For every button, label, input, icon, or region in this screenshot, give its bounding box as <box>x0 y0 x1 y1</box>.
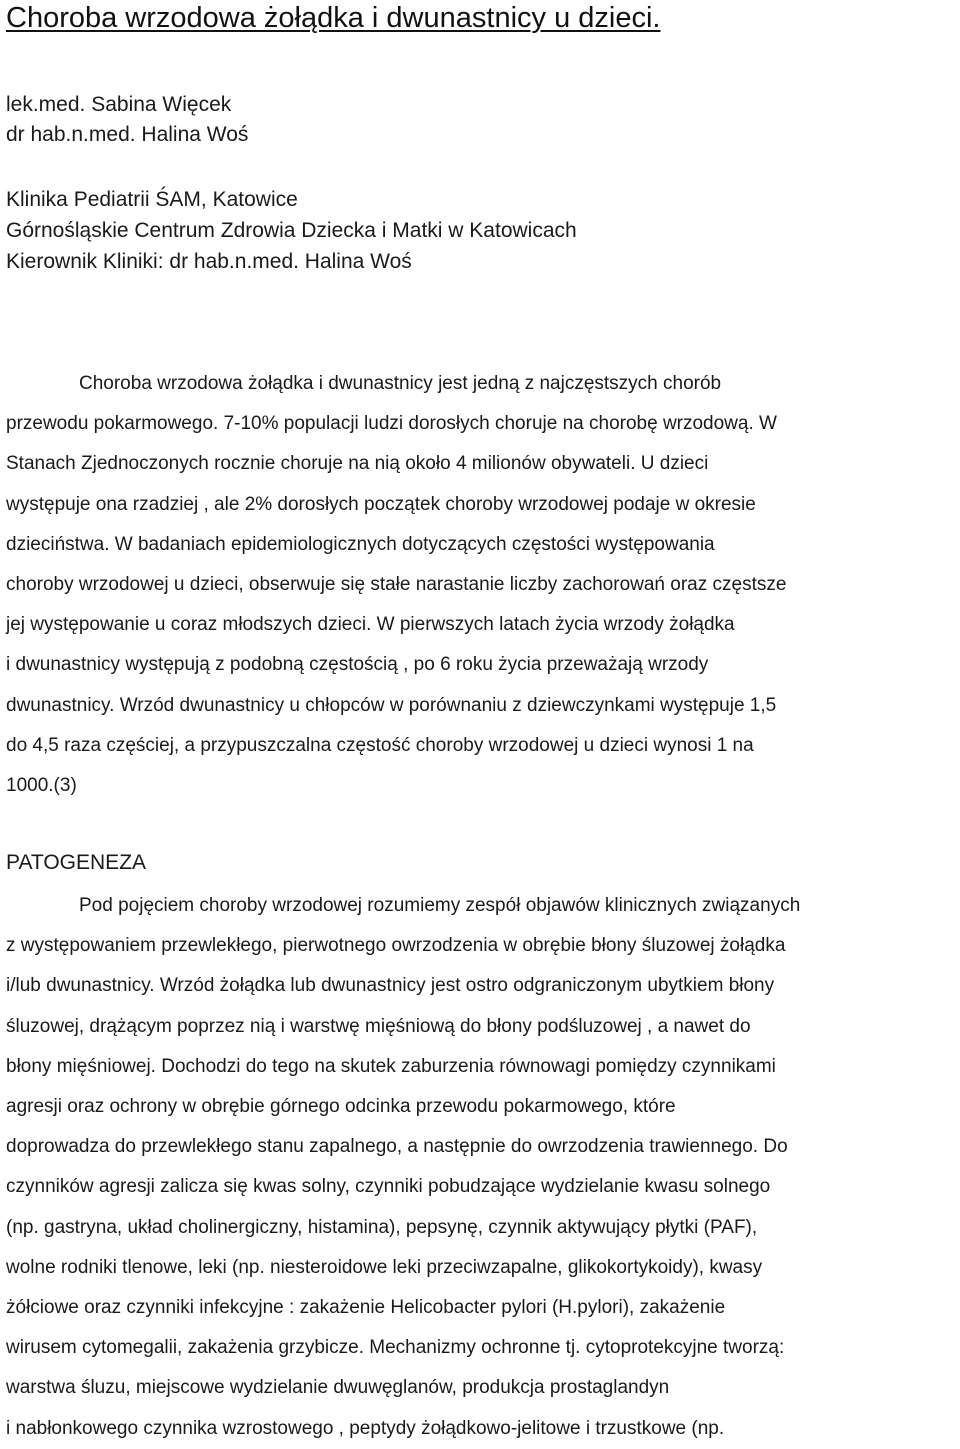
section-heading: PATOGENEZA <box>6 851 147 874</box>
paragraph-line: i dwunastnicy występują z podobną częstością , po 6 roku życia przeważają wrzody <box>6 654 709 676</box>
paragraph-line: przewodu pokarmowego. 7-10% populacji ludzi dorosłych choruje na chorobę wrzodową. W <box>6 413 777 435</box>
paragraph-line: i/lub dwunastnicy. Wrzód żołądka lub dwunastnicy jest ostro odgraniczonym ubytkiem błony <box>6 975 775 997</box>
paragraph-line: jej występowanie u coraz młodszych dzieci. W pierwszych latach życia wrzody żołądka <box>6 614 735 636</box>
document-page <box>6 0 956 1439</box>
affiliation-block <box>6 184 956 277</box>
paragraph-line: Pod pojęciem choroby wrzodowej rozumiemy zespół objawów klinicznych związanych <box>79 895 801 916</box>
paragraph-line: agresji oraz ochrony w obrębie górnego odcinka przewodu pokarmowego, które <box>6 1096 676 1118</box>
paragraph-line: z występowaniem przewlekłego, pierwotnego owrzodzenia w obrębie błony śluzowej żołądka <box>6 935 786 957</box>
paragraph-line: Choroba wrzodowa żołądka i dwunastnicy jest jedną z najczęstszych chorób <box>79 373 722 394</box>
paragraph-line: 1000.(3) <box>6 775 77 797</box>
paragraph-line: wolne rodniki tlenowe, leki (np. niesteroidowe leki przeciwzapalne, glikokortykoidy), kwasy <box>6 1256 763 1278</box>
document-title: Choroba wrzodowa żołądka i dwunastnicy u dzieci. <box>6 2 661 34</box>
author-line: dr hab.n.med. Halina Woś <box>6 123 249 146</box>
affiliation-line: Kierownik Kliniki: dr hab.n.med. Halina Woś <box>6 250 412 273</box>
paragraph-line: i nabłonkowego czynnika wzrostowego , peptydy żołądkowo-jelitowe i trzustkowe (np. <box>6 1417 725 1439</box>
paragraph-line: Stanach Zjednoczonych rocznie choruje na nią około 4 milionów obywateli. U dzieci <box>6 453 709 475</box>
paragraph-line: warstwa śluzu, miejscowe wydzielanie dwuwęglanów, produkcja prostaglandyn <box>6 1377 670 1399</box>
affiliation-line: Górnośląskie Centrum Zdrowia Dziecka i Matki w Katowicach <box>6 219 577 242</box>
paragraph-line: błony mięśniowej. Dochodzi do tego na skutek zaburzenia równowagi pomiędzy czynnikami <box>6 1055 776 1077</box>
paragraph-line: wirusem cytomegalii, zakażenia grzybicze. Mechanizmy ochronne tj. cytoprotekcyjne tworzą: <box>6 1337 785 1359</box>
paragraph-line: (np. gastryna, układ cholinergiczny, histamina), pepsynę, czynnik aktywujący płytki (PAF), <box>6 1216 758 1238</box>
pathogenesis-paragraph <box>6 886 958 1449</box>
paragraph-line: choroby wrzodowej u dzieci, obserwuje się stałe narastanie liczby zachorowań oraz częstsze <box>6 574 787 596</box>
paragraph-line: czynników agresji zalicza się kwas solny, czynniki pobudzające wydzielanie kwasu solnego <box>6 1176 771 1198</box>
authors-block <box>6 90 956 150</box>
paragraph-line: dwunastnicy. Wrzód dwunastnicy u chłopców w porównaniu z dziewczynkami występuje 1,5 <box>6 694 777 716</box>
author-line: lek.med. Sabina Więcek <box>6 93 232 116</box>
paragraph-line: doprowadza do przewlekłego stanu zapalnego, a następnie do owrzodzenia trawiennego. Do <box>6 1136 788 1158</box>
paragraph-line: śluzowej, drążącym poprzez nią i warstwę mięśniową do błony podśluzowej , a nawet do <box>6 1015 751 1037</box>
paragraph-line: do 4,5 raza częściej, a przypuszczalna częstość choroby wrzodowej u dzieci wynosi 1 na <box>6 734 754 756</box>
paragraph-line: występuje ona rzadziej , ale 2% dorosłych początek choroby wrzodowej podaje w okresie <box>6 493 756 515</box>
intro-paragraph <box>6 364 958 806</box>
paragraph-line: żółciowe oraz czynniki infekcyjne : zakażenie Helicobacter pylori (H.pylori), zakażenie <box>6 1297 726 1319</box>
affiliation-line: Klinika Pediatrii ŚAM, Katowice <box>6 188 298 211</box>
paragraph-line: dzieciństwa. W badaniach epidemiologicznych dotyczących częstości występowania <box>6 533 715 555</box>
